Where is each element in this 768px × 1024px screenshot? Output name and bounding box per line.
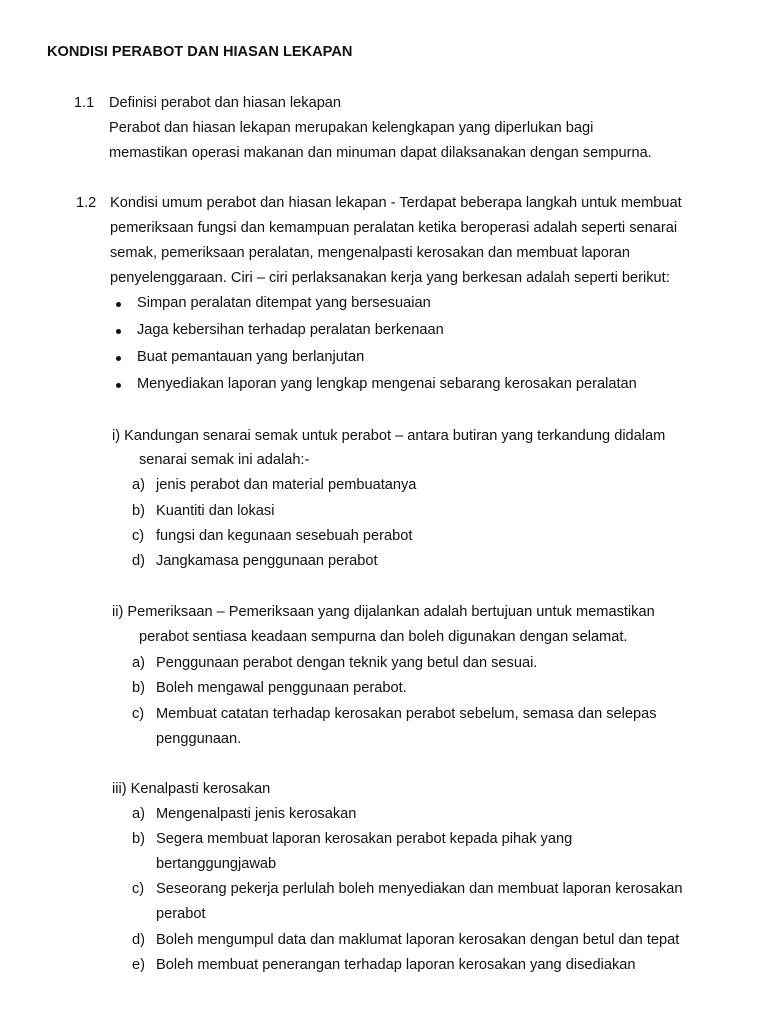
section-1-2-line: Kondisi umum perabot dan hiasan lekapan - Terdapat beberapa langkah untuk membuat [110, 195, 682, 211]
subsection-ii-line: perabot sentiasa keadaan sempurna dan boleh digunakan dengan selamat. [139, 629, 628, 645]
bullet-item: Menyediakan laporan yang lengkap mengenai sebarang kerosakan peralatan [137, 376, 637, 392]
list-label: a) [132, 806, 145, 822]
subsection-i-line: senarai semak ini adalah:- [139, 452, 310, 468]
list-label: a) [132, 655, 145, 671]
list-item-continuation: penggunaan. [156, 731, 242, 747]
bullet-marker [116, 302, 121, 307]
subsection-iii-heading: iii) Kenalpasti kerosakan [112, 781, 271, 797]
list-item: Jangkamasa penggunaan perabot [156, 553, 378, 569]
section-1-2-line: semak, pemeriksaan peralatan, mengenalpasti kerosakan dan membuat laporan [110, 245, 631, 261]
section-1-1-number: 1.1 [74, 95, 95, 111]
list-label: c) [132, 706, 145, 722]
list-item-continuation: perabot [156, 906, 206, 922]
section-1-1-heading: Definisi perabot dan hiasan lekapan [109, 95, 342, 111]
subsection-ii-line: ii) Pemeriksaan – Pemeriksaan yang dijalankan adalah bertujuan untuk memastikan [112, 604, 655, 620]
list-label: c) [132, 881, 145, 897]
bullet-marker [116, 383, 121, 388]
bullet-item: Jaga kebersihan terhadap peralatan berkenaan [137, 322, 444, 338]
list-item: Boleh mengawal penggunaan perabot. [156, 680, 407, 696]
list-item: Seseorang pekerja perlulah boleh menyediakan dan membuat laporan kerosakan [156, 881, 683, 897]
list-item: Penggunaan perabot dengan teknik yang betul dan sesuai. [156, 655, 538, 671]
list-item: Boleh membuat penerangan terhadap laporan kerosakan yang disediakan [156, 957, 636, 973]
section-1-2-number: 1.2 [76, 195, 97, 211]
list-item-continuation: bertanggungjawab [156, 856, 277, 872]
list-item: Mengenalpasti jenis kerosakan [156, 806, 357, 822]
list-label: b) [132, 503, 145, 519]
bullet-item: Buat pemantauan yang berlanjutan [137, 349, 365, 365]
section-1-1-line: Perabot dan hiasan lekapan merupakan kelengkapan yang diperlukan bagi [109, 120, 594, 136]
list-label: d) [132, 553, 145, 569]
bullet-item: Simpan peralatan ditempat yang bersesuaian [137, 295, 431, 311]
section-1-2-line: penyelenggaraan. Ciri – ciri perlaksanakan kerja yang berkesan adalah seperti berikut: [110, 270, 670, 286]
list-label: b) [132, 680, 145, 696]
list-item: jenis perabot dan material pembuatanya [156, 477, 417, 493]
bullet-marker [116, 356, 121, 361]
list-label: a) [132, 477, 145, 493]
list-item: fungsi dan kegunaan sesebuah perabot [156, 528, 413, 544]
section-1-2-line: pemeriksaan fungsi dan kemampuan peralatan ketika beroperasi adalah seperti senarai [110, 220, 678, 236]
bullet-marker [116, 329, 121, 334]
list-item: Segera membuat laporan kerosakan perabot kepada pihak yang [156, 831, 573, 847]
list-item: Boleh mengumpul data dan maklumat laporan kerosakan dengan betul dan tepat [156, 932, 680, 948]
list-label: d) [132, 932, 145, 948]
subsection-i-line: i) Kandungan senarai semak untuk perabot – antara butiran yang terkandung didalam [112, 428, 666, 444]
section-1-1-line: memastikan operasi makanan dan minuman dapat dilaksanakan dengan sempurna. [109, 145, 652, 161]
list-label: b) [132, 831, 145, 847]
list-item: Kuantiti dan lokasi [156, 503, 275, 519]
list-label: e) [132, 957, 145, 973]
document-title: KONDISI PERABOT DAN HIASAN LEKAPAN [47, 44, 353, 60]
list-item: Membuat catatan terhadap kerosakan perabot sebelum, semasa dan selepas [156, 706, 657, 722]
list-label: c) [132, 528, 145, 544]
